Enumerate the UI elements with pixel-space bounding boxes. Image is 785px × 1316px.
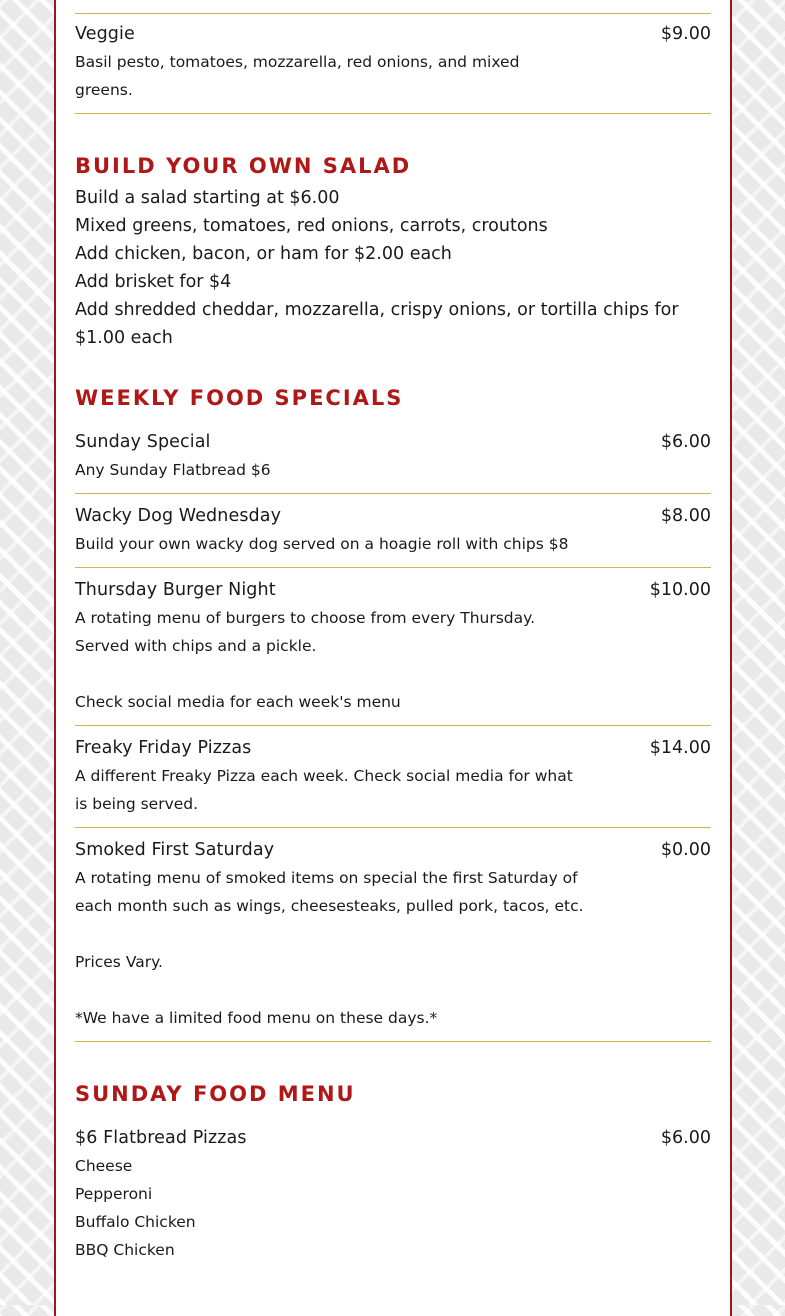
item-price: $10.00 (649, 580, 711, 600)
item-name: $6 Flatbread Pizzas (75, 1128, 247, 1148)
item-description: Any Sunday Flatbread $6 (75, 461, 271, 479)
salad-line: Mixed greens, tomatoes, red onions, carrots, croutons (75, 216, 548, 236)
salad-line: Add brisket for $4 (75, 272, 232, 292)
menu-page (54, 0, 732, 1316)
item-name: Veggie (75, 24, 135, 44)
flatbread-options (75, 1152, 711, 1264)
item-description: A different Freaky Pizza each week. Check social media for what is being served. (75, 767, 573, 813)
section-title: WEEKLY FOOD SPECIALS (75, 386, 404, 410)
section-sunday-food-menu (75, 1082, 711, 1273)
salad-line: Build a salad starting at $6.00 (75, 188, 340, 208)
item-name: Smoked First Saturday (75, 840, 275, 860)
list-item: Cheese (75, 1157, 133, 1175)
menu-item-sunday-special (75, 420, 711, 494)
item-price: $8.00 (660, 506, 711, 526)
item-price: $0.00 (660, 840, 711, 860)
menu-item-flatbread-pizzas (75, 1116, 711, 1273)
menu-item-wacky-dog-wednesday (75, 494, 711, 568)
salad-line: Add chicken, bacon, or ham for $2.00 each (75, 244, 452, 264)
section-title: SUNDAY FOOD MENU (75, 1082, 356, 1106)
item-name: Sunday Special (75, 432, 211, 452)
item-price: $14.00 (649, 738, 711, 758)
item-description: Basil pesto, tomatoes, mozzarella, red onions, and mixed greens. (75, 53, 520, 99)
item-price: $9.00 (660, 24, 711, 44)
item-description: Build your own wacky dog served on a hoagie roll with chips $8 (75, 535, 569, 553)
item-description: A rotating menu of smoked items on special the first Saturday of each month such as wings, cheesesteaks, pulled pork, tacos, etc. Prices Vary. *We have a limited food menu on these days.* (75, 869, 584, 1027)
salad-description (75, 184, 711, 352)
item-price: $6.00 (660, 432, 711, 452)
list-item: Buffalo Chicken (75, 1213, 196, 1231)
menu-item-veggie (75, 14, 711, 114)
list-item: BBQ Chicken (75, 1241, 175, 1259)
section-weekly-food-specials (75, 386, 711, 1042)
item-price: $6.00 (660, 1128, 711, 1148)
item-description: A rotating menu of burgers to choose from every Thursday. Served with chips and a pickle. Check social media for each week's menu (75, 609, 536, 711)
menu-item-freaky-friday-pizzas (75, 726, 711, 828)
salad-line: Add shredded cheddar, mozzarella, crispy onions, or tortilla chips for $1.00 each (75, 300, 679, 348)
menu-content (75, 0, 711, 1273)
section-build-your-own-salad (75, 154, 711, 352)
item-name: Wacky Dog Wednesday (75, 506, 282, 526)
section-title: BUILD YOUR OWN SALAD (75, 154, 412, 178)
list-item: Pepperoni (75, 1185, 153, 1203)
menu-item-thursday-burger-night (75, 568, 711, 726)
item-name: Freaky Friday Pizzas (75, 738, 252, 758)
item-name: Thursday Burger Night (75, 580, 276, 600)
menu-item-smoked-first-saturday (75, 828, 711, 1042)
